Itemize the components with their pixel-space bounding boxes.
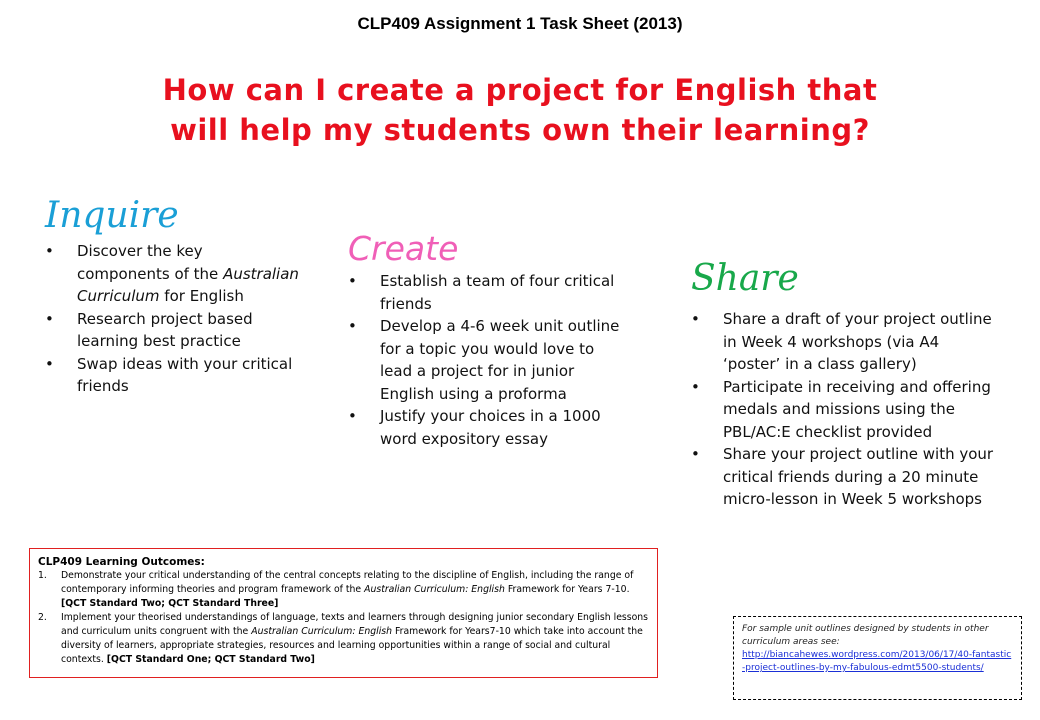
list-item: 1. Demonstrate your critical understanding of the central concepts relating to the discipline of English, including the range of contemporary informing theories and program framework of the Australian Curriculum: English Framework for Years 7-10. [QCT Standard Two; QCT Standard Three] (38, 570, 634, 609)
learning-outcomes-box (29, 548, 658, 678)
sheet-title: CLP409 Assignment 1 Task Sheet (2013) (357, 14, 683, 33)
create-list (348, 270, 628, 450)
list-item: 2. Implement your theorised understandings of language, texts and learners through designing junior secondary English lessons and curriculum units congruent with the Australian Curriculum: English Framework for Years7-10 which take into account the diversity of learners, appropriate strategies, resources and learning opportunities within a range of social and cultural contexts. [QCT Standard One; QCT Standard Two] (38, 612, 649, 665)
inquire-column (45, 192, 300, 398)
bullet-icon: • (348, 317, 357, 335)
list-item: • Share a draft of your project outline in Week 4 workshops (via A4 ‘poster’ in a class gallery) (691, 310, 992, 373)
share-list (691, 308, 1001, 511)
list-item: • Discover the key components of the Australian Curriculum for English (45, 242, 299, 305)
sample-outlines-box (733, 616, 1022, 700)
list-item: • Participate in receiving and offering medals and missions using the PBL/AC:E checklist provided (691, 377, 991, 441)
create-heading: Create (348, 229, 459, 268)
share-column (691, 254, 1001, 511)
list-item: • Swap ideas with your critical friends (45, 354, 293, 395)
guiding-question-line-1: How can I create a project for English that (162, 73, 878, 107)
guiding-question-line-2: will help my students own their learning? (170, 113, 870, 147)
qct-standard: [QCT Standard Two; QCT Standard Three] (61, 598, 279, 609)
guiding-question (20, 70, 1020, 150)
list-item: • Share your project outline with your critical friends during a 20 minute micro-lesson in Week 5 workshops (691, 445, 994, 508)
inquire-list (45, 240, 300, 398)
sample-outlines-note: For sample unit outlines designed by students in other curriculum areas see: (742, 624, 989, 647)
bullet-icon: • (348, 272, 357, 290)
bullet-icon: • (45, 309, 54, 328)
bullet-icon: • (691, 310, 700, 328)
bullet-icon: • (45, 354, 54, 373)
sample-outlines-link[interactable]: http://biancahewes.wordpress.com/2013/06/17/40-fantastic-project-outlines-by-my-fabulous-edmt5500-students/ (742, 650, 1012, 673)
outcome-number: 1. (38, 570, 47, 581)
bullet-icon: • (348, 407, 357, 425)
learning-outcomes-heading: CLP409 Learning Outcomes: (38, 556, 205, 568)
qct-standard: [QCT Standard One; QCT Standard Two] (106, 654, 315, 665)
bullet-icon: • (45, 242, 54, 260)
list-item: • Justify your choices in a 1000 word expository essay (348, 407, 601, 448)
bullet-icon: • (691, 377, 700, 396)
list-item: • Research project based learning best practice (45, 309, 253, 350)
list-item: • Establish a team of four critical friends (348, 272, 615, 313)
learning-outcomes-list (38, 569, 649, 667)
bullet-icon: • (691, 445, 700, 463)
inquire-heading: Inquire (45, 195, 179, 236)
share-heading: Share (691, 258, 799, 299)
curriculum-title: Australian Curriculum (77, 264, 299, 305)
create-column (348, 228, 628, 450)
outcome-number: 2. (38, 612, 47, 623)
list-item: • Develop a 4-6 week unit outline for a topic you would love to lead a project for in junior English using a proforma (348, 317, 620, 403)
